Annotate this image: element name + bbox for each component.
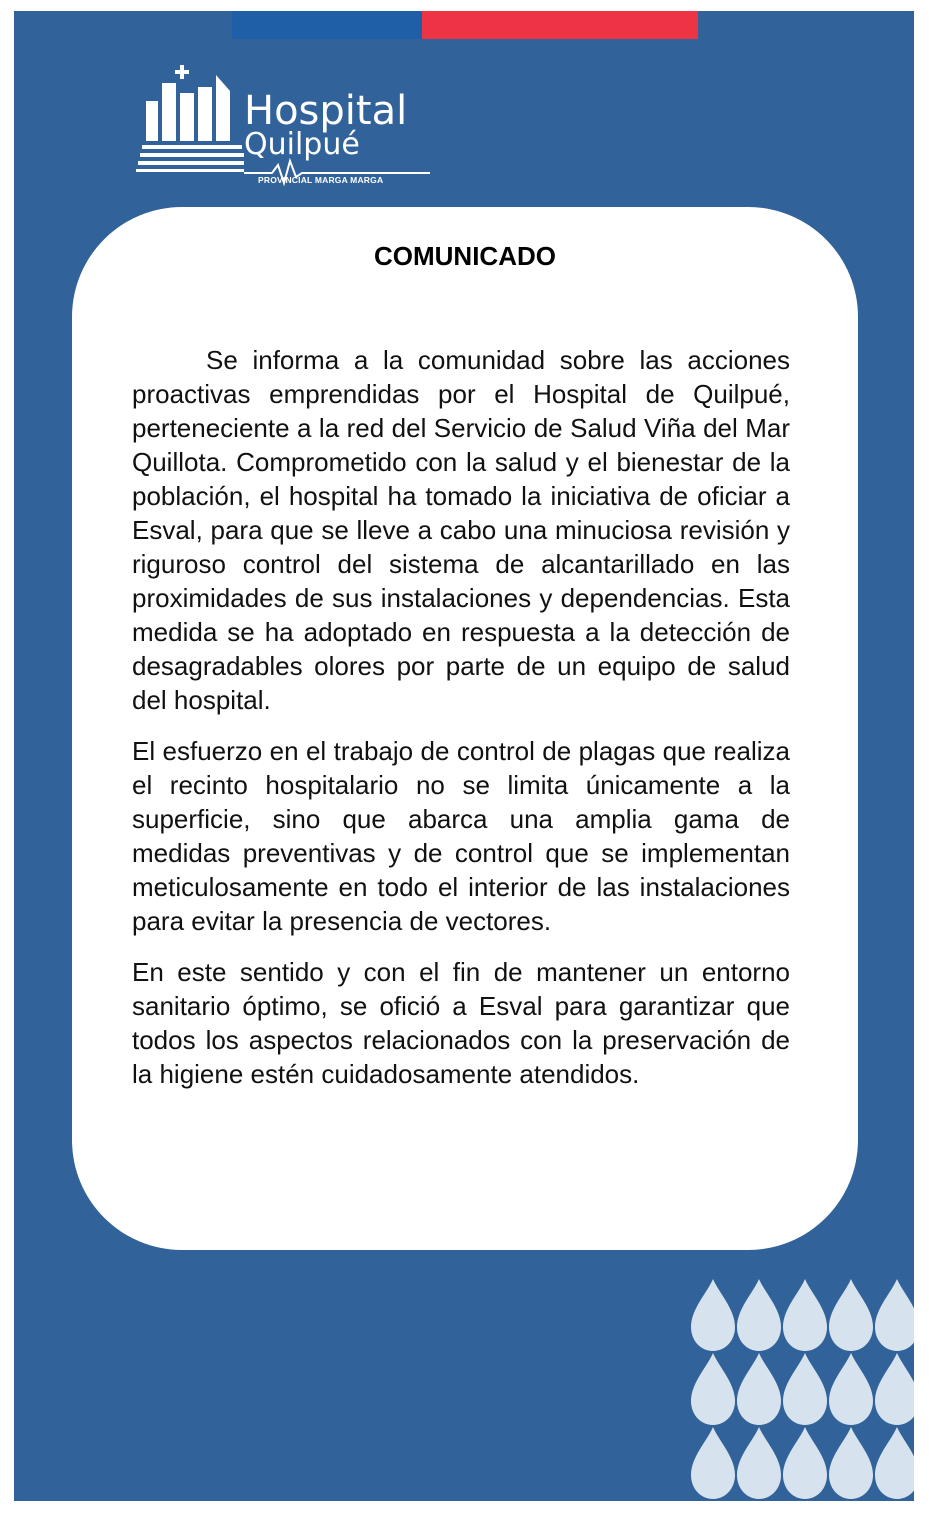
water-drop-icon <box>783 1353 827 1425</box>
water-drop-icon <box>737 1427 781 1499</box>
page-title: COMUNICADO <box>374 241 556 271</box>
paragraph-3: En este sentido y con el fin de mantener un entorno sanitario óptimo, se ofició a Esval para garantizar que todos los aspectos relacionados con la preservación de la higiene estén cuidadosamente atendidos. <box>132 957 790 1089</box>
flag-stripe-blue <box>232 11 422 39</box>
water-drop-icon <box>783 1427 827 1499</box>
water-drop-icon <box>783 1279 827 1351</box>
logo-city-text: Quilpué <box>244 127 360 162</box>
logo-subtitle: PROVINCIAL MARGA MARGA <box>258 175 384 185</box>
water-drop-icon <box>875 1427 914 1499</box>
poster-background <box>14 11 914 1501</box>
water-drop-icon <box>691 1279 735 1351</box>
water-drop-icon <box>691 1353 735 1425</box>
flag-stripe-red <box>422 11 698 39</box>
water-drop-icon <box>737 1353 781 1425</box>
water-drop-icon <box>829 1427 873 1499</box>
announcement-card <box>72 207 858 1250</box>
logo-hospital-text: Hospital <box>244 88 408 134</box>
water-drop-icon <box>875 1353 914 1425</box>
water-drop-icon <box>691 1427 735 1499</box>
water-drop-icon <box>829 1353 873 1425</box>
hospital-logo <box>134 61 434 201</box>
water-drop-icon <box>737 1279 781 1351</box>
paragraph-2: El esfuerzo en el trabajo de control de plagas que realiza el recinto hospitalario no se limita únicamente a la superficie, sino que abarca una amplia gama de medidas preventivas y de control que se implementan meticulosamente en todo el interior de las instalaciones para evitar la presencia de vectores. <box>132 736 790 936</box>
water-drop-icon <box>875 1279 914 1351</box>
announcement-body <box>132 343 790 1108</box>
water-drops-decoration <box>686 1279 914 1501</box>
paragraph-1: Se informa a la comunidad sobre las acciones proactivas emprendidas por el Hospital de Quilpué, perteneciente a la red del Servicio de Salud Viña del Mar Quillota. Comprometido con la salud y el bienestar de la población, el hospital ha tomado la iniciativa de oficiar a Esval, para que se lleve a cabo una minuciosa revisión y riguroso control del sistema de alcantarillado en las proximidades de sus instalaciones y dependencias. Esta medida se ha adoptado en respuesta a la detección de desagradables olores por parte de un equipo de salud del hospital. <box>132 345 790 715</box>
water-drop-icon <box>829 1279 873 1351</box>
